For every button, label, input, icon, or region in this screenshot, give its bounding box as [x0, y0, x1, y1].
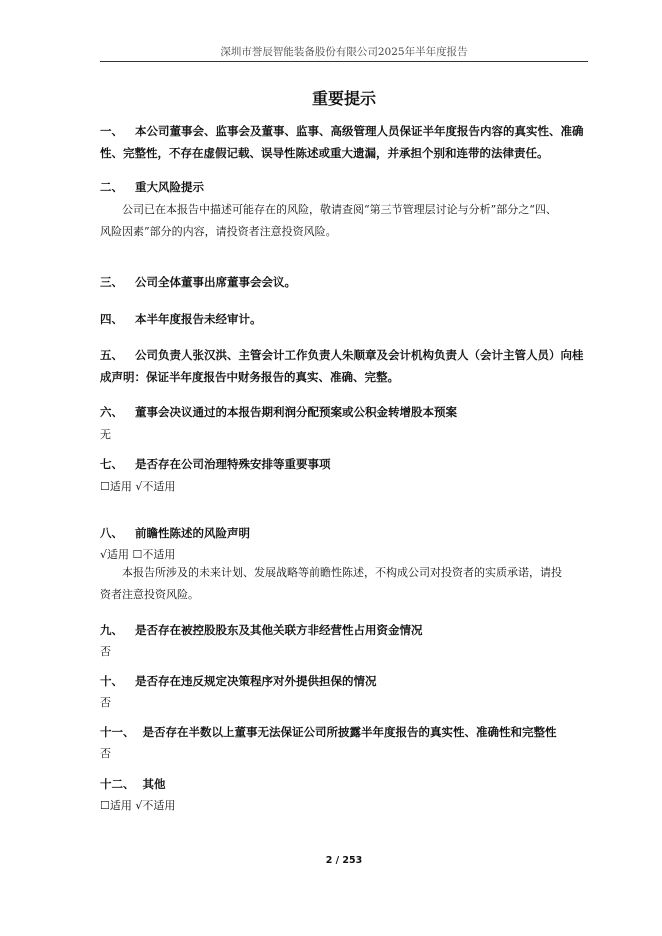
section-7-applicability: ☐适用 √不适用: [100, 480, 176, 493]
section-2-number: 二、: [100, 180, 123, 194]
section-1-line1: 本公司董事会、监事会及董事、监事、高级管理人员保证半年度报告内容的真实性、准确: [135, 124, 584, 138]
section-3-text: 公司全体董事出席董事会会议。: [135, 275, 297, 289]
section-11-heading: [100, 721, 590, 743]
section-2-title: 重大风险提示: [135, 180, 205, 194]
section-12-number: 十二、: [100, 777, 135, 791]
section-8-heading: [100, 522, 590, 544]
section-8-applicability: √适用 ☐不适用: [100, 548, 176, 561]
section-6-heading: [100, 401, 590, 423]
section-10-title: 是否存在违反规定决策程序对外提供担保的情况: [135, 674, 377, 688]
section-9-heading: [100, 619, 590, 641]
section-9-title: 是否存在被控股股东及其他关联方非经营性占用资金情况: [135, 623, 423, 637]
section-5-line2: 成声明：保证半年度报告中财务报告的真实、准确、完整。: [100, 370, 399, 384]
section-9-number: 九、: [100, 623, 123, 637]
page-number: 2 / 253: [325, 855, 363, 866]
section-6-number: 六、: [100, 405, 123, 419]
section-1: [100, 120, 590, 142]
section-7-number: 七、: [100, 457, 123, 471]
section-12-heading: [100, 773, 590, 795]
section-10-answer: 否: [100, 696, 111, 709]
section-10-number: 十、: [100, 674, 123, 688]
section-4-text: 本半年度报告未经审计。: [135, 312, 262, 326]
section-5-number: 五、: [100, 348, 123, 362]
section-11-title: 是否存在半数以上董事无法保证公司所披露半年度报告的真实性、准确性和完整性: [142, 725, 557, 739]
running-header: 深圳市誉辰智能装备股份有限公司2025年半年度报告: [220, 46, 468, 58]
section-6-title: 董事会决议通过的本报告期利润分配预案或公积金转增股本预案: [135, 405, 458, 419]
section-3: [100, 271, 590, 293]
section-7-heading: [100, 453, 590, 475]
section-8-body-line2: 资者注意投资风险。: [100, 588, 199, 601]
section-8-body-line1: 本报告所涉及的未来计划、发展战略等前瞻性陈述，不构成公司对投资者的实质承诺，请投: [122, 566, 562, 579]
section-9-answer: 否: [100, 645, 111, 658]
section-6-answer: 无: [100, 428, 111, 441]
section-7-title: 是否存在公司治理特殊安排等重要事项: [135, 457, 331, 471]
section-12-applicability: ☐适用 √不适用: [100, 799, 176, 812]
section-2-body-line1: 公司已在本报告中描述可能存在的风险，敬请查阅“第三节管理层讨论与分析”部分之“四、: [122, 203, 557, 216]
section-1-number: 一、: [100, 124, 123, 138]
section-5: [100, 344, 590, 366]
section-1-line2: 性、完整性，不存在虚假记载、误导性陈述或重大遗漏，并承担个别和连带的法律责任。: [100, 146, 549, 160]
section-8-number: 八、: [100, 526, 123, 540]
section-4-number: 四、: [100, 312, 123, 326]
section-3-number: 三、: [100, 275, 123, 289]
section-8-title: 前瞻性陈述的风险声明: [135, 526, 251, 540]
section-2-body-line2: 风险因素”部分的内容，请投资者注意投资风险。: [100, 225, 337, 238]
section-2-heading: [100, 176, 590, 198]
section-4: [100, 308, 590, 330]
section-5-line1: 公司负责人张汉洪、主管会计工作负责人朱顺章及会计机构负责人（会计主管人员）向桂: [135, 348, 584, 362]
page-title: 重要提示: [311, 89, 376, 108]
section-12-title: 其他: [142, 777, 166, 791]
section-11-answer: 否: [100, 747, 111, 760]
section-10-heading: [100, 670, 590, 692]
header-divider: [100, 61, 588, 62]
section-11-number: 十一、: [100, 725, 135, 739]
